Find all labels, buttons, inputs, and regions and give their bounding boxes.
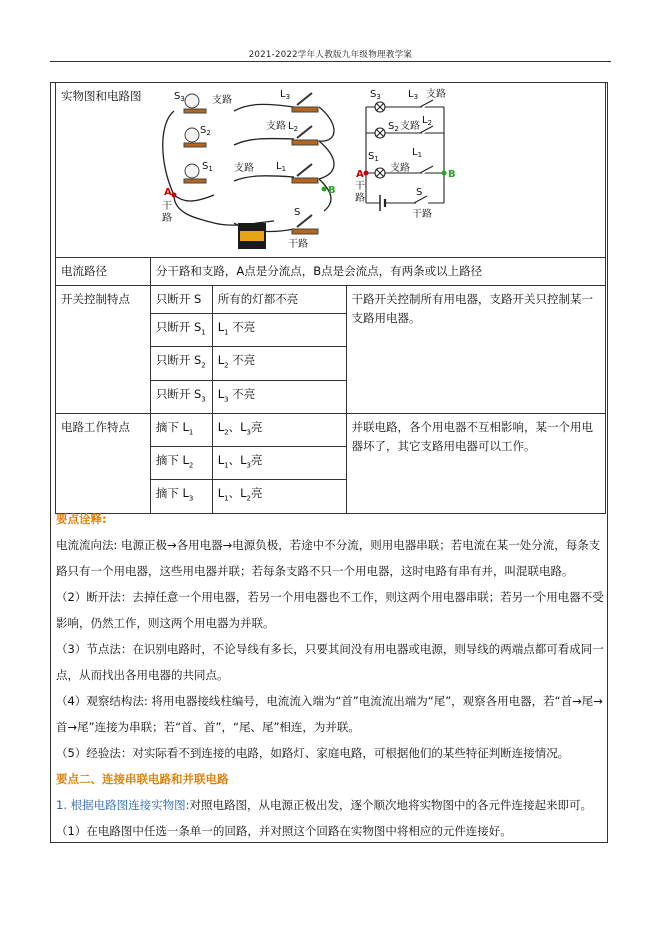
work-result-0: $L_2$、$L_3$亮: [212, 413, 346, 446]
switch-result-0: 所有的灯都不亮: [212, 286, 346, 314]
switch-l1: [292, 164, 318, 183]
note-p5: （5）经验法：对实际看不到连接的电路，如路灯、家庭电路，可根据他们的某些特征判断连接情况。: [56, 746, 570, 760]
work-note: 并联电路，各个用电器不互相影响，某一个用电器坏了，其它支路用电器可以工作。: [346, 413, 606, 513]
switch-action-2: 只断开 $S_2$: [150, 347, 212, 380]
schematic-point-b: [442, 171, 447, 176]
switch-result-1: $L_1$ 不亮: [212, 314, 346, 347]
sch-label-s2: $S_2$: [388, 121, 399, 133]
switch-action-3: 只断开 $S_3$: [150, 380, 212, 413]
work-result-1: $L_1$、$L_3$亮: [212, 447, 346, 480]
sch-label-l2: $L_2$: [422, 115, 433, 127]
label-s3: $S_3$: [174, 91, 185, 103]
point-b-dot: [322, 187, 327, 192]
sch-label-branch-2: 支路: [400, 121, 420, 132]
note-p4: （4）观察结构法: 将用电器接线柱编号，电流流入端为“首”电流流出端为“尾”，观察各用电器，若“首→尾→首→尾”连接为串联；若“首、首”，“尾、尾”相连，为并联。: [56, 694, 603, 734]
label-l1: $L_1$: [276, 161, 287, 173]
point-a-dot: [172, 193, 177, 198]
label-a: A: [164, 187, 172, 198]
sub1-title: 1. 根据电路图连接实物图:: [56, 798, 190, 812]
diagram-row-label: 实物图和电路图: [61, 89, 142, 103]
bulb-s3: [184, 94, 206, 113]
sub1-text: 对照电路图，从电源正极出发，逐个顺次地将实物图中的各元件连接起来即可。: [189, 798, 593, 812]
label-lu-1: 路: [162, 213, 172, 224]
row-work-1: [56, 413, 606, 446]
label-trunk-1: 干路: [288, 239, 308, 250]
label-branch-3: 支路: [234, 163, 254, 174]
sch-label-branch-3: 支路: [390, 163, 410, 174]
page-header: 2021-2022学年人教版九年级物理教学案: [248, 50, 413, 60]
path-label: 电流路径: [56, 258, 151, 286]
sch-label-b: B: [448, 169, 456, 180]
switch-label: 开关控制特点: [56, 286, 151, 414]
sch-label-s1: $S_1$: [368, 151, 379, 163]
switch-action-1: 只断开 $S_1$: [150, 314, 212, 347]
sub1: [56, 792, 604, 818]
sch-label-s: S: [416, 187, 423, 198]
label-s: S: [294, 207, 301, 218]
work-action-1: 摘下 $L_2$: [150, 447, 212, 480]
work-action-0: 摘下 $L_1$: [150, 413, 212, 446]
label-s1: $S_1$: [202, 161, 213, 173]
note-p1: 电流流向法: 电源正极→各用电器→电源负极，若途中不分流，则用电器串联；若电流在某一处分流，每条支路只有一个用电器，这些用电器并联；若每条支路不只一个用电器，这时电路有串有并，叫混联电路。: [56, 538, 601, 578]
label-branch-2: 支路: [266, 121, 286, 132]
sch-label-s3: $S_3$: [370, 89, 381, 101]
label-b: B: [328, 185, 336, 196]
path-content: 分干路和支路，A点是分流点，B点是会流点，有两条或以上路径: [150, 258, 605, 286]
switch-l3: [292, 93, 318, 112]
sch-label-trunk: 干路: [412, 209, 432, 220]
notes-section: [56, 506, 604, 844]
switch-result-3: $L_3$ 不亮: [212, 380, 346, 413]
work-label: 电路工作特点: [56, 413, 151, 513]
switch-action-0: 只断开 S: [150, 286, 212, 314]
sch-label-branch-1: 支路: [426, 89, 446, 100]
circuit-table: [55, 82, 606, 514]
sch-label-a: A: [356, 169, 364, 180]
sub1-1: （1）在电路图中任选一条单一的回路，并对照这个回路在实物图中将相应的元件连接好。: [56, 824, 512, 838]
row-path: [56, 258, 606, 286]
battery: [238, 223, 266, 249]
label-l2: $L_2$: [288, 121, 299, 133]
row-switch-1: [56, 286, 606, 314]
sch-label-l3: $L_3$: [408, 89, 419, 101]
work-action-2: 摘下 $L_3$: [150, 480, 212, 513]
switch-result-2: $L_2$ 不亮: [212, 347, 346, 380]
diagram-cell: [56, 83, 606, 258]
circuit-diagrams: [154, 83, 604, 257]
sch-label-l1: $L_1$: [412, 147, 423, 159]
section2-title: 要点二、连接串联电路和并联电路: [56, 772, 229, 786]
label-gan-1: 干: [162, 201, 172, 212]
note-p2: （2）断开法：去掉任意一个用电器，若另一个用电器也不工作，则这两个用电器串联；若另一个用电器不受影响，仍然工作，则这两个用电器为并联。: [56, 590, 604, 630]
sch-label-lu: 路: [355, 193, 365, 204]
label-branch-1: 支路: [212, 95, 232, 106]
row-diagram: [56, 83, 606, 258]
switch-note: 干路开关控制所有用电器，支路开关只控制某一支路用电器。: [346, 286, 606, 414]
work-result-2: $L_1$、$L_2$亮: [212, 480, 346, 513]
schematic-point-a: [364, 171, 369, 176]
note-p3: （3）节点法：在识别电路时，不论导线有多长，只要其间没有用电器或电源，则导线的两端点都可看成同一点，从而找出各用电器的共同点。: [56, 642, 604, 682]
notes-title: 要点诠释:: [56, 512, 107, 526]
sch-label-gan: 干: [355, 181, 365, 192]
label-s2: $S_2$: [200, 125, 211, 137]
label-l3: $L_3$: [280, 89, 291, 101]
header-rule: [50, 61, 611, 62]
